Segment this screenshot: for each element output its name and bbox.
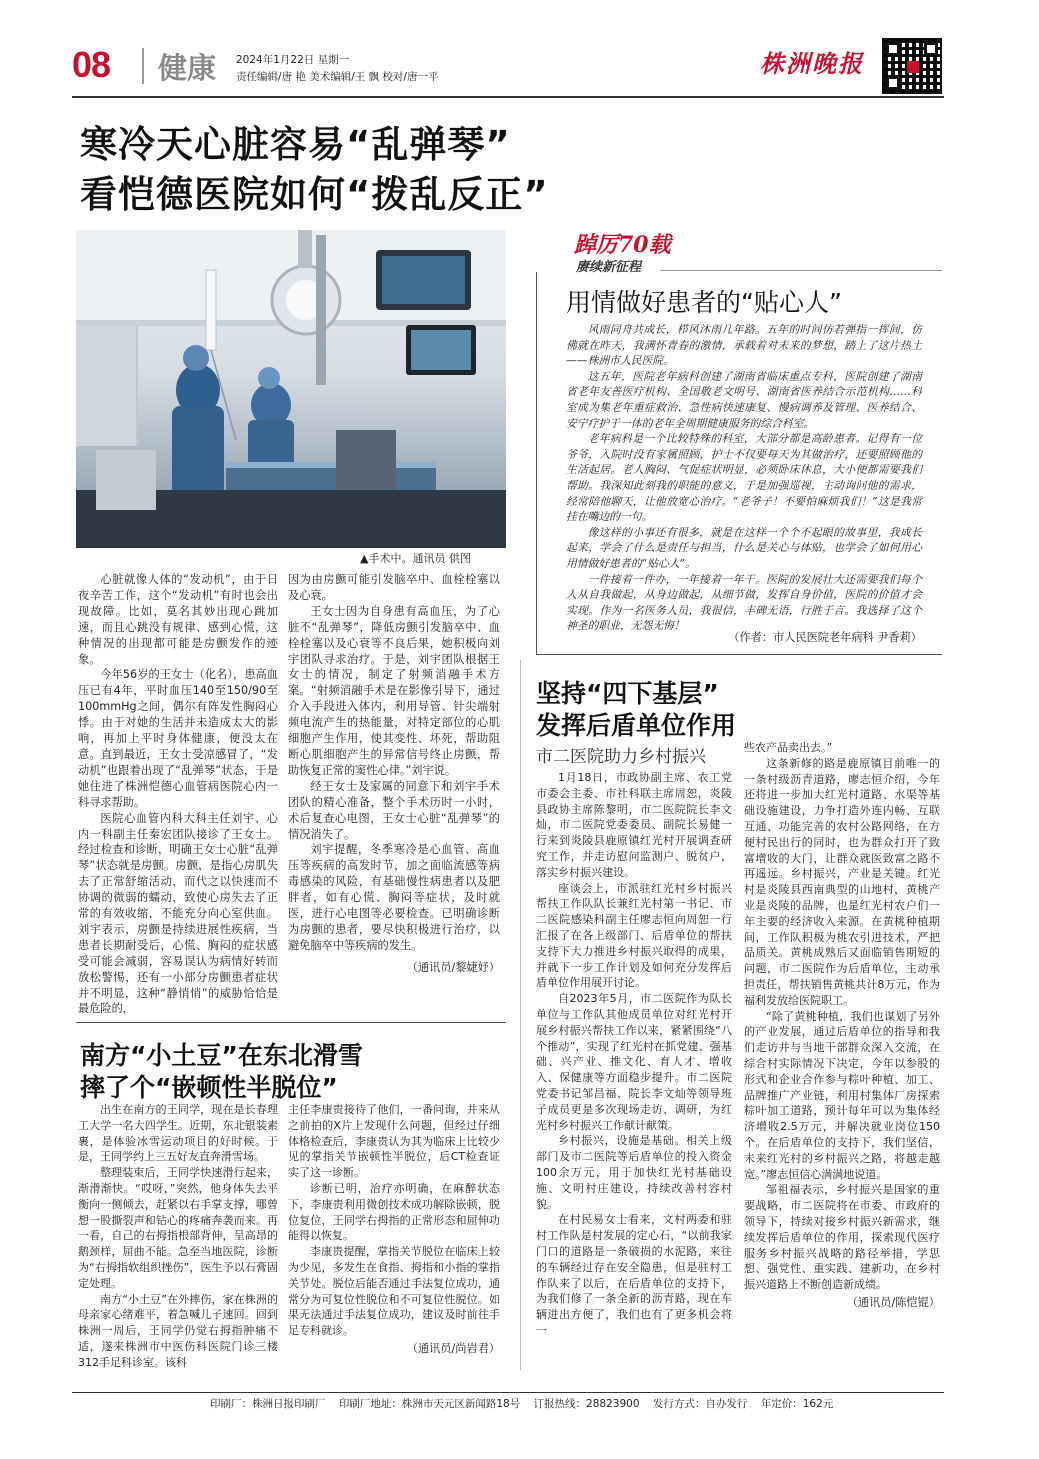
ski-article-column-1 — [78, 1102, 278, 1371]
rural-paragraph: 自2023年5月，市二医院作为队长单位与工作队其他成员单位对红光村开展乡村振兴帮扶工作以来，紧紧围绕“八个推动”，实现了红光村在抓党建、强基础、兴产业、推文化、育人才、增收入、保健康等方面稳步提升。市二医院党委书记邹昌福、院长李文灿等领导班子成员更是多次现场走访、调研，为红光村乡村振兴工作献计献策。 — [536, 992, 732, 1132]
column-subtitle: 赓续新征程 — [576, 260, 642, 275]
ski-paragraph: 诊断已明，治疗亦明确，在麻醉状态下，李康贵利用微创技术成功解除嵌顿，脱位复位，王同学右拇指的正常形态和屈伸功能得以恢复。 — [288, 1181, 500, 1243]
ski-paragraph: 整理装束后，王同学快速滑行起来，渐滑渐快。“哎呀，”突然，他身体失去平衡向一侧倾去，赶紧以右手掌支撑，哪曾想一股撕裂声和钻心的疼痛奔袭而来。再一看，自己的右拇指根部背伸，呈高昂的鹅颈样，屈曲不能。急至当地医院，诊断为“右拇指软组织挫伤”，医生予以石膏固定处理。 — [78, 1166, 278, 1290]
footer-rule — [72, 1392, 944, 1393]
lead-paragraph: 刘宇提醒，冬季寒冷是心血管、高血压等疾病的高发时节，加之面临流感等病毒感染的风险，有基础慢性病患者以及肥胖者，如有心慌、胸闷等症状，及时就医，进行心电图等必要检查。已明确诊断为房颤的患者，要尽快积极进行治疗，以避免脑卒中等疾病的发生。 — [288, 843, 500, 952]
photo-caption: ▲手术中。通讯员 供图 — [360, 552, 471, 565]
rural-byline: （通讯员/陈恺锟） — [846, 1295, 940, 1309]
masthead-rule — [72, 96, 944, 98]
lead-byline: （通讯员/黎婕妤） — [406, 960, 500, 974]
lead-headline-2: 看恺德医院如何“拨乱反正” — [80, 173, 549, 216]
feature-paragraph: 老年病科是一个比较特殊的科室，大部分都是高龄患者。记得有一位爷爷，入院时没有家属照顾，护士不仅要每天为其做治疗，还要照顾他的生活起居。老人胸闷、气促症状明显，必须卧床休息，大小便都需要我们帮助。我深知此刻我的职能的意义，于是加强巡视，主动询问他的需求，经常陪他聊天，让他放宽心治疗。“老爷子！不要怕麻烦我们！”这是我常挂在嘴边的一句。 — [566, 432, 922, 524]
column-ornament-line — [660, 270, 942, 271]
page-number: 08 — [72, 44, 111, 85]
ski-paragraph: 南方“小土豆”在外摔伤，家在株洲的母亲家心绪难平，着急喊儿子速回。回到株洲一周后，王同学仍觉右拇指肿痛不适，遂来株洲市中医伤科医院门诊三楼312手足科诊室。该科 — [78, 1292, 278, 1369]
ski-top-rule — [76, 1022, 506, 1023]
ski-article-column-2 — [288, 1102, 500, 1357]
column-feature-byline: （作者：市人民医院老年病科 尹香莉） — [728, 631, 922, 644]
column-feature-body — [566, 322, 922, 634]
rural-headline-1: 坚持“四下基层” — [536, 679, 719, 708]
rural-paragraph: 些农产品卖出去。” — [744, 741, 833, 754]
ski-headline-2: 摔了个“嵌顿性半脱位” — [80, 1073, 338, 1102]
rural-subtitle: 市二医院助力乡村振兴 — [536, 747, 706, 767]
lead-paragraph: 因为由房颤可能引发脑卒中、血栓栓塞以及心衰。 — [288, 573, 500, 602]
surgery-photo — [76, 230, 506, 548]
ski-paragraph: 李康贵提醒，掌指关节脱位在临床上较为少见，多发生在食指、拇指和小指的掌指关节处。脱位后能否通过手法复位成功，通常分为可复位性脱位和不可复位性脱位。如果无法通过手法复位成功，建议及时前往手足专科就诊。 — [288, 1245, 500, 1338]
lead-article-column-2 — [288, 572, 500, 976]
rural-paragraph: 在村民易女士看来，文村两委和驻村工作队是村发展的定心石，“以前我家门口的道路是一条破损的水泥路，来往的车辆经过存在安全隐患，但是驻村工作队来了以后，在后盾单位的支持下，为我们修了一条全新的沥青路，现在车辆进出方便了，我们也有了更多机会将一 — [536, 1213, 732, 1337]
column-feature-left-rule — [536, 272, 537, 654]
feature-paragraph: 像这样的小事还有很多，就是在这样一个个不起眼的故事里，我成长起来，学会了什么是责任与担当，什么是关心与体贴，也学会了如何用心用情做好患者的“贴心人”。 — [566, 525, 922, 570]
column-feature-title: 用情做好患者的“贴心人” — [566, 288, 842, 317]
newspaper-logo: 株洲晚报 — [760, 49, 864, 78]
rural-article-column-2 — [744, 740, 940, 1311]
masthead-divider — [142, 48, 144, 84]
lead-headline-1: 寒冷天心脏容易“乱弹琴” — [80, 123, 511, 166]
feature-paragraph: 风雨同舟共成长，栉风沐雨几年路。五年的时间仿若弹指一挥间，仿佛就在昨天，我满怀青春的激情，承载着对未来的梦想，踏上了这片热土——株洲市人民医院。 — [566, 323, 922, 368]
ski-headline-1: 南方“小土豆”在东北滑雪 — [80, 1041, 363, 1070]
ski-paragraph: 主任李康贵接待了他们，一番问询，并来从之前拍的X片上发现什么问题，但经过仔细体格检查后，李康贵认为其为临床上比较少见的掌指关节嵌顿性半脱位，后CT检查证实了这一诊断。 — [288, 1103, 500, 1180]
rural-article-column-1 — [536, 770, 732, 1339]
lead-paragraph: 医院心血管内科大科主任刘宇、心内一科副主任秦宏团队接诊了王女士。经过检查和诊断，明确王女士心脏“乱弹琴”状态就是房颤。房颤，是指心房肌失去了正常舒缩活动，而代之以快速而不协调的微弱的蠕动，致使心房失去了正常的有效收缩，不能充分向心室供血。刘宇表示，房颤是持续进展性疾病，当患者长期耐受后，心慌、胸闷的症状感受可能会减弱，容易误认为病情好转而放松警惕，还有一小部分房颤患者症状并不明显，这种“静悄悄”的威胁恰恰是最危险的， — [78, 811, 278, 1016]
lead-paragraph: 经王女士及家属的同意下和刘宇手术团队的精心准备，整个手术历时一小时，术后复查心电图，王女士心脏“乱弹琴”的情况消失了。 — [288, 779, 500, 841]
feature-paragraph: 一件接着一件办，一年接着一年干。医院的发展壮大还需要我们每个人从自我做起，从身边做起，从细节做，发挥自身价值，医院的价值才会实现。作为一名医务人员，我很信，丰碑无语，行胜于言。我选择了这个神圣的职业，无怨无悔！ — [566, 572, 922, 633]
qr-code-icon[interactable] — [882, 38, 942, 94]
rural-paragraph: 邹祖福表示，乡村振兴是国家的重要战略，市二医院将在市委、市政府的领导下，持续对接乡村振兴新需求，继续发挥后盾单位的作用，探索现代医疗服务乡村振兴战略的路径举措，学思想、强党性、重实践、建新功，在乡村振兴道路上不断创造新成绩。 — [744, 1183, 940, 1292]
feature-paragraph: 这五年，医院老年病科创建了湖南省临床重点专科，医院创建了湖南省老年友善医疗机构、全国敬老文明号、湖南省医养结合示范机构……科室成为集老年重症救治、急性病快速康复、慢病调养及管理、医养结合、安宁疗护于一体的老年全周期健康服务的综合科室。 — [566, 369, 922, 430]
lead-paragraph: 心脏就像人体的“发动机”，由于日夜辛苦工作，这个“发动机”有时也会出现故障。比如，莫名其妙出现心跳加速，而且心跳没有规律、感到心慌，这种情况的出现都可能是房颤发作的迹象。 — [78, 573, 278, 666]
rural-paragraph: 乡村振兴，设施是基础。相关上级部门及市二医院等后盾单位的投入资金100余万元，用于加快红光村基础设施、文明村庄建设，持续改善村容村貌。 — [536, 1134, 732, 1211]
rural-paragraph: “除了黄桃种植，我们也谋划了另外的产业发展，通过后盾单位的指导和我们走访并与当地干部群众深入交流，在综合村实际情况下决定，今年以参股的形式和企业合作参与粽叶种植、加工、品牌推广产业链，利用村集体厂房探索粽叶加工道路，预计每年可以为集体经济增收2.5万元，并解决就业岗位150个。在后盾单位的支持下，我们坚信，未来红光村的乡村振兴之路，将越走越宽。”廖志恒信心满满地说道。 — [744, 1009, 940, 1181]
column-divider — [520, 660, 521, 1370]
footer-print-info: 印刷厂：株洲日报印刷厂 印刷厂地址：株洲市天元区新闻路18号 订报热线：28823900 发行方式：自办发行 年定价：162元 — [210, 1398, 834, 1410]
lead-paragraph: 王女士因为自身患有高血压，为了心脏不“乱弹琴”，降低房颤引发脑卒中、血栓栓塞以及心衰等不良后果，她积极向刘宇团队寻求治疗。于是，刘宇团队根据王女士的情况，制定了射频消融手术方案。“射频消融手术是在影像引导下，通过介入手段进入体内，利用导管、针尖端射频电流产生的热能量，对特定部位的心肌细胞产生作用，使其变性、坏死，帮助阻断心肌细胞产生的异常信号终止房颤，帮助恢复正常的窦性心律。”刘宇说。 — [288, 604, 500, 777]
column-name: 踔厉70载 — [574, 232, 671, 258]
rural-paragraph: 1月18日，市政协副主席、农工党市委会主委、市社科联主席周恕，炎陵县政协主席陈黎明，市二医院院长李文灿，市二医院党委委员、副院长易健一行来到炎陵县鹿原镇红光村开展调查研究工作，并走访慰问监测户、脱贫户，落实乡村振兴建设。 — [536, 771, 732, 879]
issue-date: 2024年1月22日 星期一 — [236, 54, 350, 66]
rural-paragraph: 这条新修的路是鹿原镇目前唯一的一条村级沥青道路，廖志恒介绍，今年还将进一步加大红光村道路、水渠等基础设施建设，力争打造外连内畅、互联互通、功能完善的农村公路网络，在方便村民出行的同时，也为群众打开了致富增收的大门，让群众就医致富之路不再遥远。乡村振兴，产业是关键。红光村是炎陵县西南典型的山地村，黄桃产业是炎陵的品牌，也是红光村农户们一年主要的经济收入来源。在黄桃种植期间，工作队积极为桃农引进技术，严把品质关。黄桃成熟后又面临销售期短的问题，市二医院作为后盾单位，主动承担责任，帮扶销售黄桃共计8万元，作为福利发放给医院职工。 — [744, 756, 940, 1007]
editor-credits: 责任编辑/唐 艳 美术编辑/王 飘 校对/唐一平 — [236, 71, 439, 83]
ski-paragraph: 出生在南方的王同学，现在是长春理工大学一名大四学生。近期，东北银装素裹，是体验冰雪运动项目的好时候。于是，王同学约上三五好友直奔滑雪场。 — [78, 1103, 278, 1164]
section-title: 健康 — [158, 51, 217, 85]
rural-headline-2: 发挥后盾单位作用 — [536, 711, 737, 740]
lead-paragraph: 今年56岁的王女士（化名），患高血压已有4年，平时血压140至150/90至100mmHg之间，偶尔有阵发性胸闷心悸。由于对她的生活并未造成太大的影响，再加上平时身体健康，便没太在意。直到最近，王女士受凉感冒了，“发动机”也跟着出现了“乱弹琴”状态，于是她住进了株洲恺德心血管病医院心内一科寻求帮助。 — [78, 668, 278, 809]
column-feature-bottom-rule — [536, 654, 942, 655]
lead-article-column-1 — [78, 572, 278, 1017]
rural-paragraph: 座谈会上，市派驻红光村乡村振兴帮扶工作队队长兼红光村第一书记、市二医院感染科副主任廖志恒向周恕一行汇报了在各上级部门、后盾单位的帮扶支持下大力推进乡村振兴取得的成果，并就下一步工作计划及如何充分发挥后盾单位作用展开讨论。 — [536, 881, 732, 990]
ski-byline: （通讯员/尚岩君） — [406, 1341, 500, 1355]
